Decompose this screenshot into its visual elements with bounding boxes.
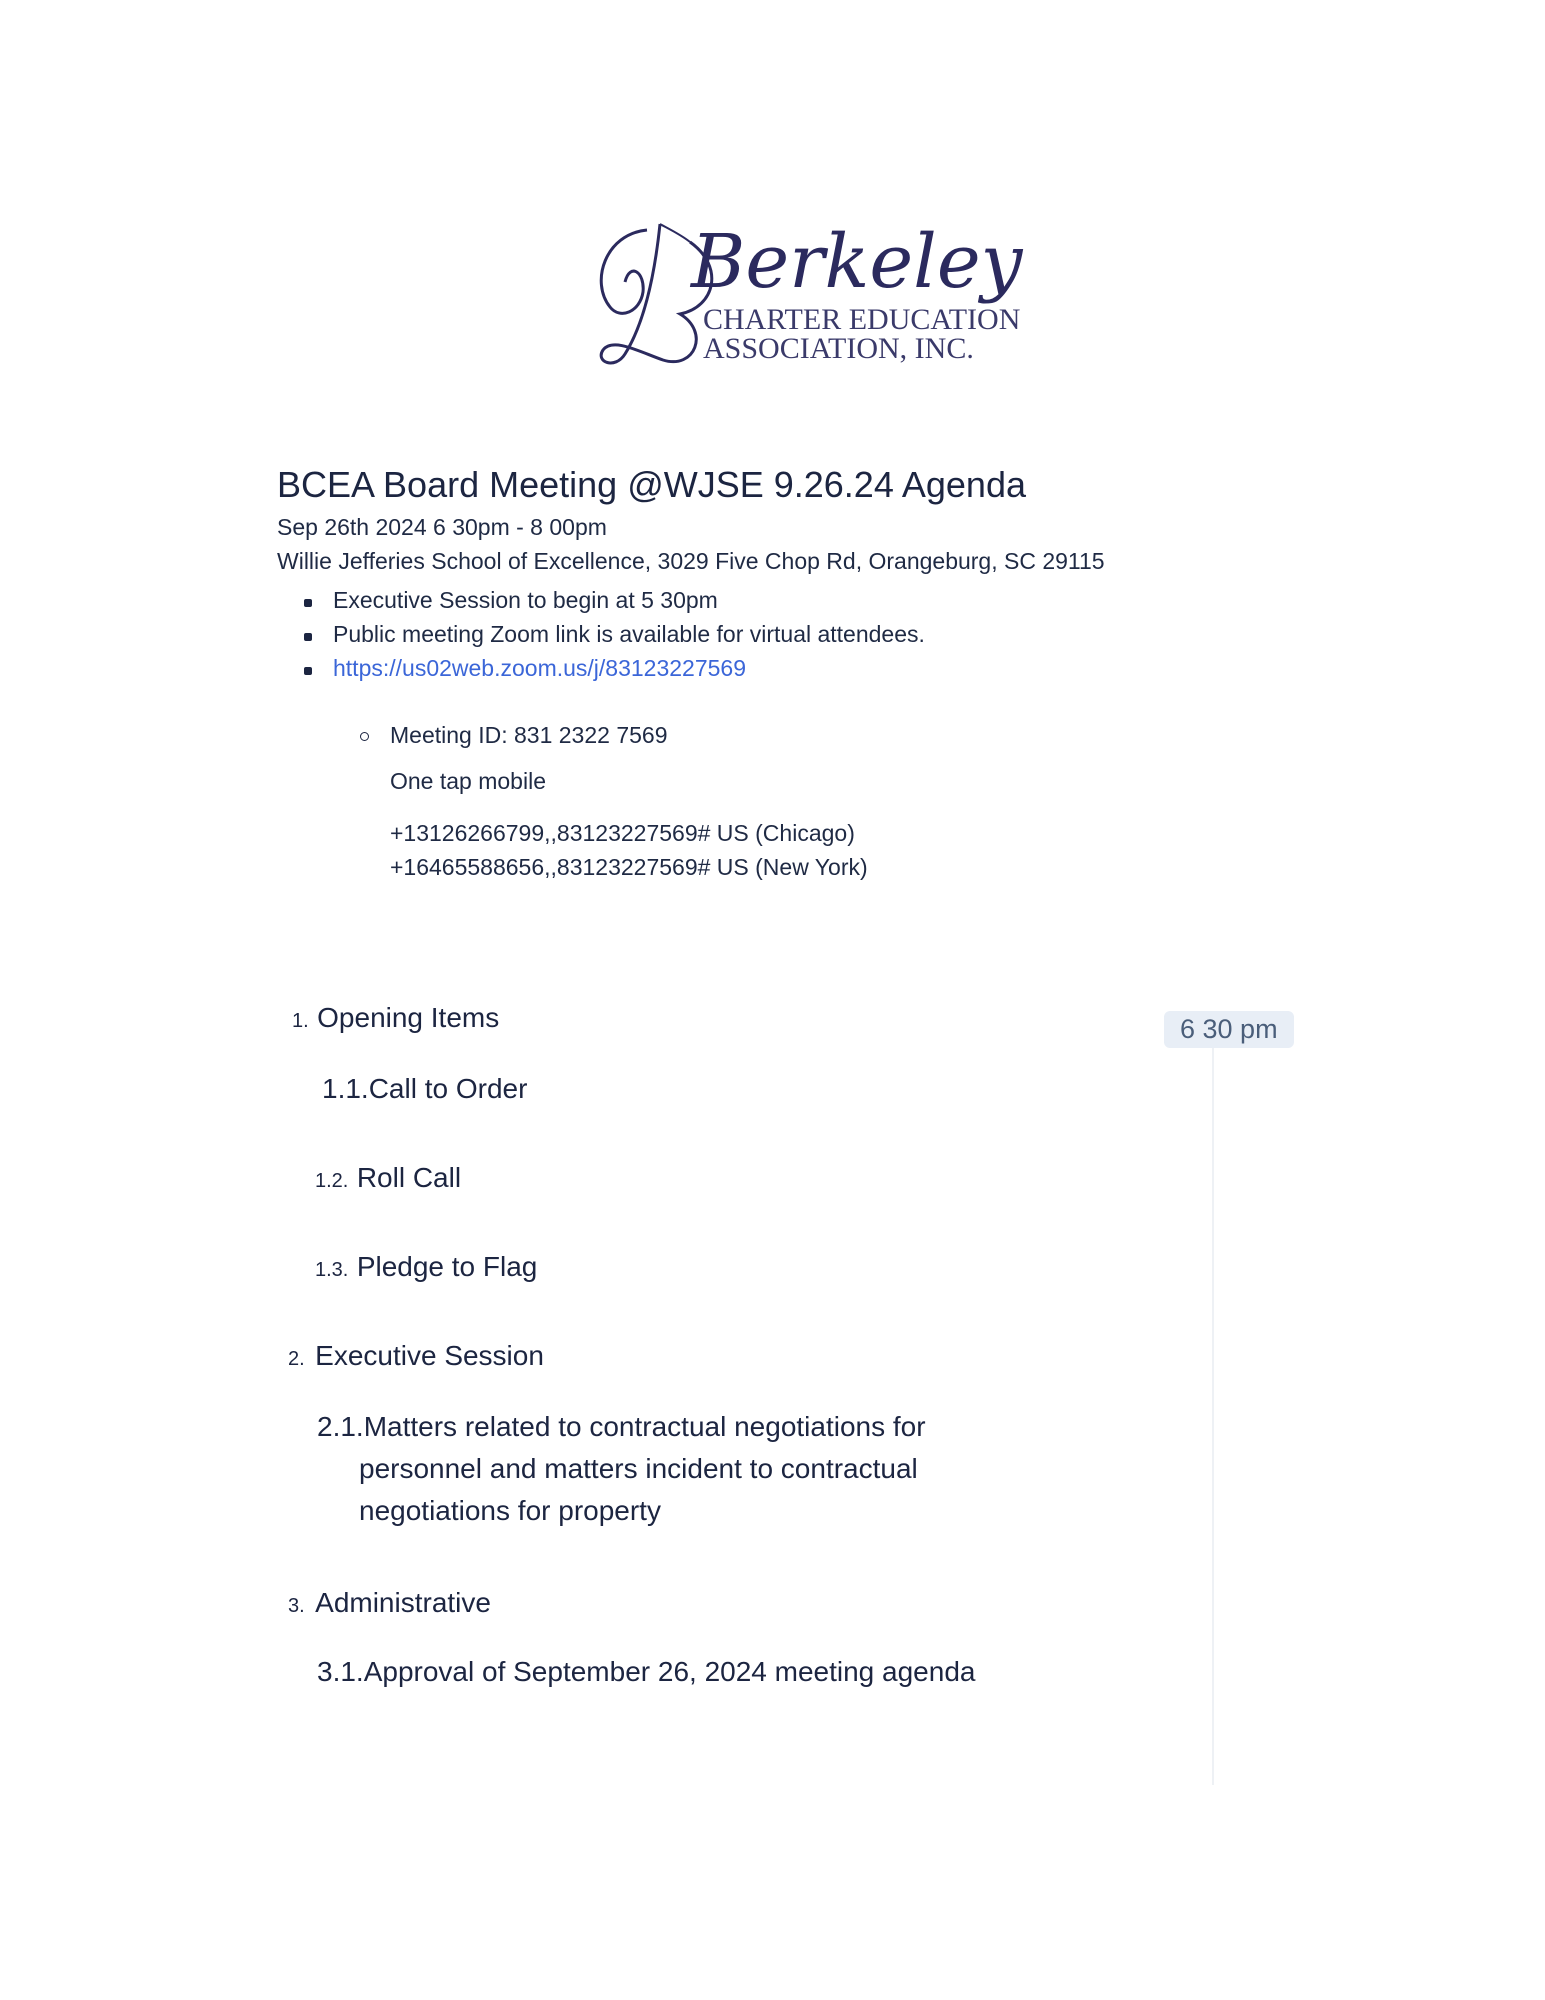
section-title: Administrative: [315, 1587, 491, 1618]
meeting-location: Willie Jefferies School of Excellence, 3029 Five Chop Rd, Orangeburg, SC 29115: [277, 548, 1105, 574]
item-number: 1.3.: [315, 1259, 349, 1281]
agenda-section-executive-session: [288, 1340, 544, 1372]
meeting-datetime: Sep 26th 2024 6 30pm - 8 00pm: [277, 514, 607, 540]
agenda-section-administrative: [288, 1587, 491, 1619]
logo-script-word: Berkeley: [691, 219, 1023, 305]
circle-bullet-icon: [360, 732, 369, 741]
phone-new-york: +16465588656,,83123227569# US (New York): [390, 854, 868, 880]
logo-line-2: ASSOCIATION, INC.: [703, 332, 974, 365]
item-title: Call to Order: [368, 1073, 528, 1104]
agenda-item-pledge-to-flag: [315, 1251, 537, 1283]
note-zoom-available: [333, 621, 925, 648]
item-title: Pledge to Flag: [356, 1251, 538, 1282]
phone-chicago: +13126266799,,83123227569# US (Chicago): [390, 820, 855, 846]
page-title: BCEA Board Meeting @WJSE 9.26.24 Agenda: [277, 464, 1026, 505]
agenda-item-approval-agenda: [317, 1656, 975, 1688]
item-title-line-1: Matters related to contractual negotiations for: [363, 1411, 926, 1442]
agenda-section-opening-items: [292, 1002, 499, 1034]
zoom-link[interactable]: https://us02web.zoom.us/j/83123227569: [333, 655, 747, 681]
note-executive-session: [333, 587, 718, 614]
item-title: Approval of September 26, 2024 meeting agenda: [363, 1656, 976, 1687]
item-title: Roll Call: [356, 1162, 462, 1193]
section-number: 3.: [288, 1595, 305, 1617]
section-title: Executive Session: [315, 1340, 544, 1371]
agenda-item-contractual-negotiations: [317, 1406, 926, 1532]
meeting-id-text: Meeting ID: 831 2322 7569: [390, 722, 668, 748]
zoom-meeting-id: [390, 722, 667, 749]
bullet-icon: [304, 599, 312, 607]
agenda-item-call-to-order: [322, 1073, 527, 1105]
berkeley-logo: [585, 212, 1023, 372]
one-tap-mobile-label: One tap mobile: [390, 768, 546, 794]
item-number: 1.1.: [322, 1073, 369, 1104]
bullet-icon: [304, 667, 312, 675]
item-title-line-2: personnel and matters incident to contractual: [359, 1453, 918, 1484]
note-zoom-link: [333, 655, 746, 682]
item-number: 1.2.: [315, 1170, 349, 1192]
time-badge: 6 30 pm: [1164, 1011, 1294, 1048]
section-title: Opening Items: [317, 1002, 500, 1033]
logo-line-1: CHARTER EDUCATION: [703, 303, 1021, 336]
item-number: 2.1.: [317, 1411, 364, 1442]
item-number: 3.1.: [317, 1656, 364, 1687]
note-text: Executive Session to begin at 5 30pm: [333, 587, 718, 613]
timeline-line: [1212, 1048, 1214, 1785]
bullet-icon: [304, 633, 312, 641]
section-number: 2.: [288, 1348, 305, 1370]
berkeley-logo-graphic: [585, 212, 1023, 372]
item-title-line-3: negotiations for property: [359, 1495, 661, 1526]
section-number: 1.: [292, 1010, 309, 1032]
note-text: Public meeting Zoom link is available for virtual attendees.: [333, 621, 925, 647]
agenda-item-roll-call: [315, 1162, 461, 1194]
